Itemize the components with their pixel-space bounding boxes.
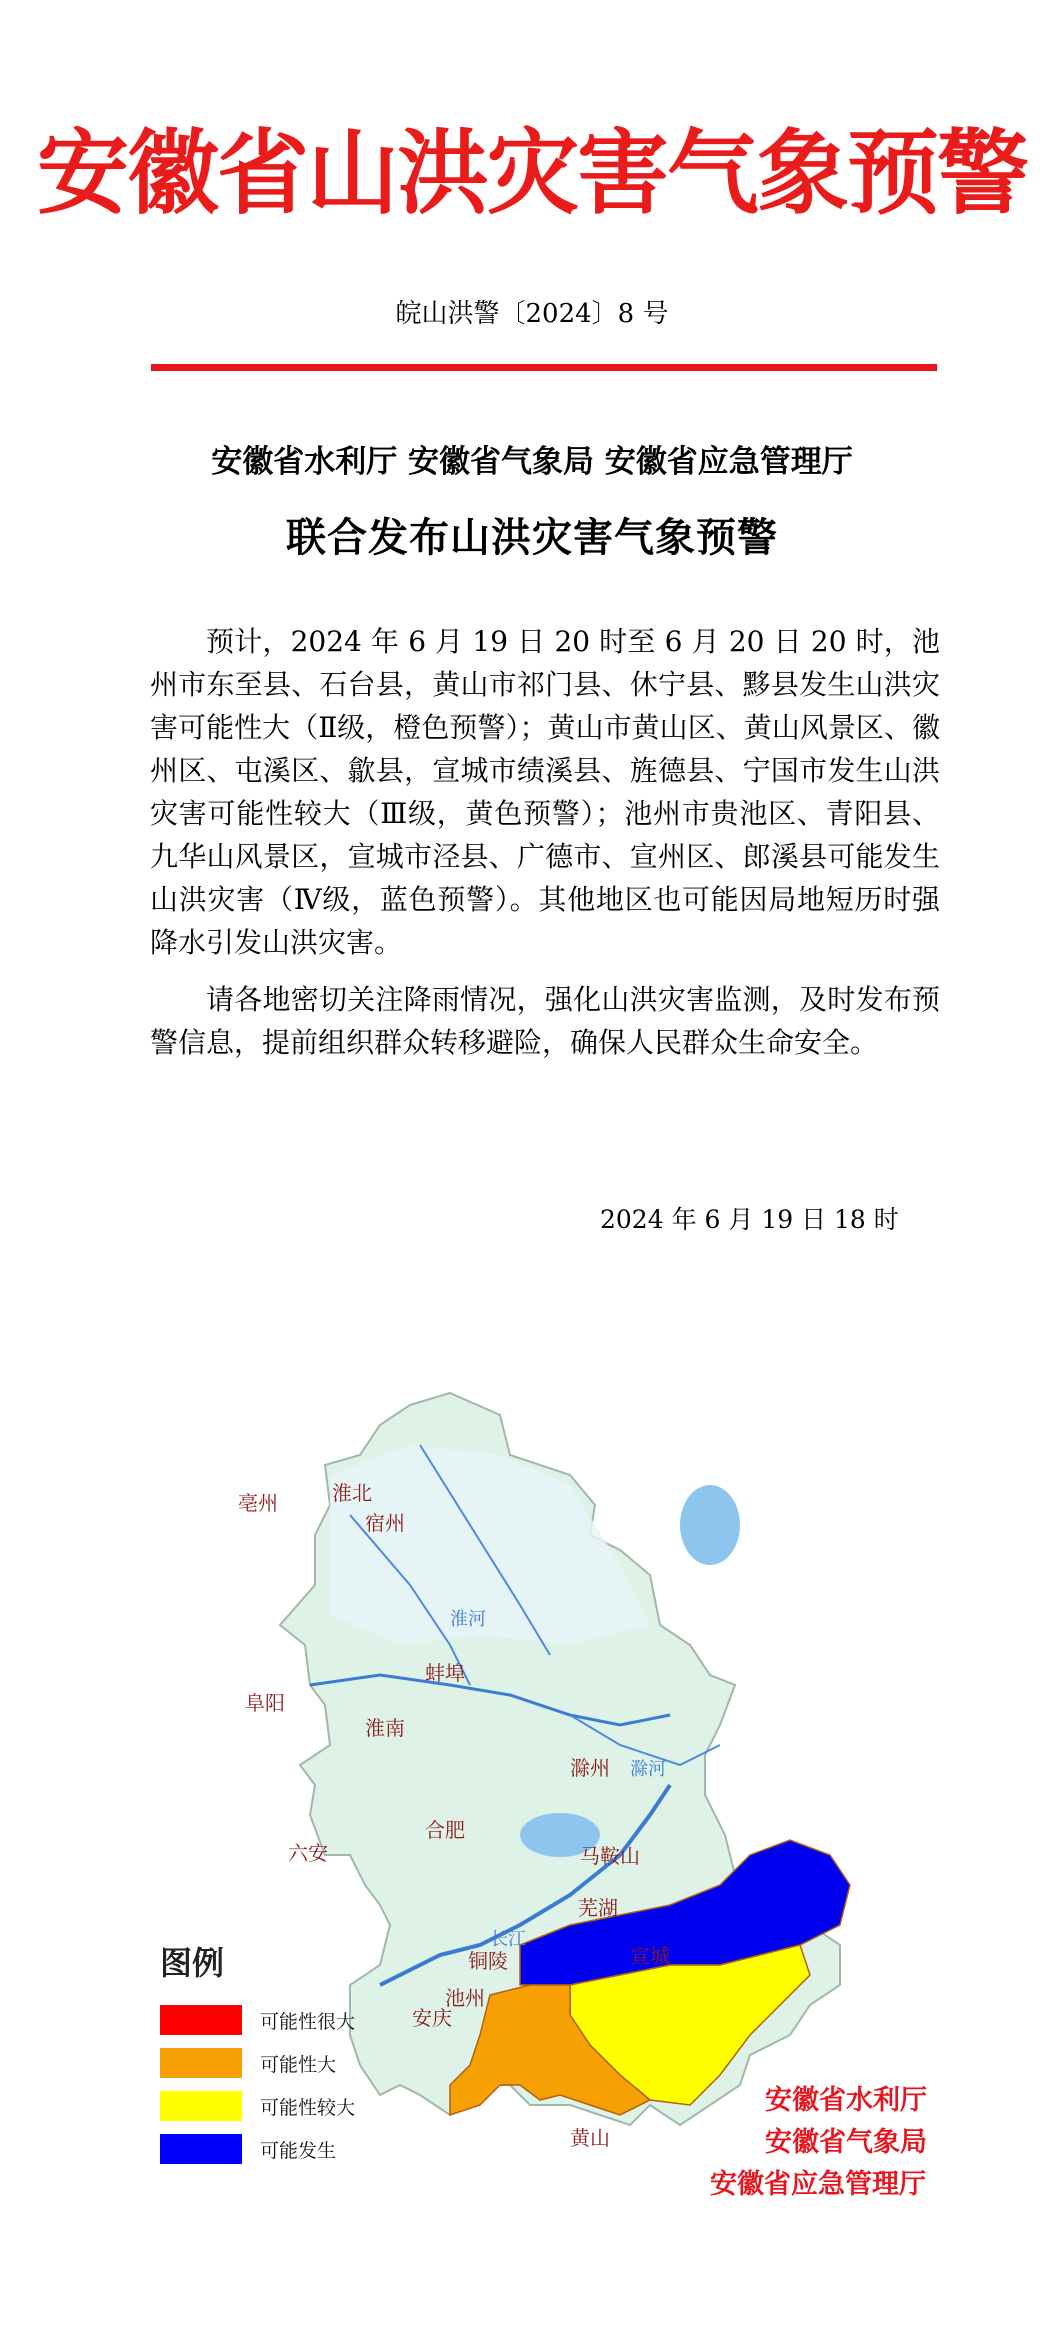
city-luan: 六安 (288, 1841, 328, 1865)
legend-swatch-orange (160, 2048, 242, 2078)
city-chizhou: 池州 (445, 1986, 485, 2010)
city-chuzhou: 滁州 (570, 1756, 610, 1780)
city-tongling: 铜陵 (468, 1949, 508, 1973)
river-label-chuhe: 滁河 (630, 1759, 666, 1780)
city-huaibei: 淮北 (332, 1481, 372, 1505)
city-bengbu: 蚌埠 (425, 1661, 465, 1685)
notice-subtitle: 联合发布山洪灾害气象预警 (286, 515, 778, 561)
legend-title: 图例 (160, 1944, 225, 1982)
city-fuyang: 阜阳 (245, 1691, 285, 1715)
legend-label: 可能性大 (260, 2054, 337, 2076)
city-xuancheng: 宣城 (630, 1944, 670, 1968)
city-suzhou: 宿州 (365, 1511, 405, 1535)
river-label-changjiang: 长江 (490, 1929, 526, 1950)
issuing-agencies: 安徽省水利厅 安徽省气象局 安徽省应急管理厅 (211, 444, 853, 480)
legend-label: 可能发生 (260, 2140, 337, 2162)
paragraph-forecast: 预计，2024 年 6 月 19 日 20 时至 6 月 20 日 20 时，池州市东至县、石台县，黄山市祁门县、休宁县、黟县发生山洪灾害可能性大（Ⅱ级，橙色预警）；黄山市黄山区、黄山风景区、徽州区、屯溪区、歙县，宣城市绩溪县、旌德县、宁国市发生山洪灾害可能性较大（Ⅲ级，黄色预警）；池州市贵池区、青阳县、九华山风景区，宣城市泾县、广德市、宣州区、郎溪县可能发生山洪灾害（Ⅳ级，蓝色预警）。其他地区也可能因局地短历时强降水引发山洪灾害。 (150, 625, 940, 959)
document-number: 皖山洪警〔2024〕8 号 (395, 299, 669, 329)
city-anqing: 安庆 (412, 2006, 452, 2030)
issue-date: 2024 年 6 月 19 日 18 时 (600, 1205, 899, 1234)
document-title: 安徽省山洪灾害气象预警 (36, 119, 1027, 227)
legend-swatch-blue (160, 2134, 242, 2164)
signature-meteorology: 安徽省气象局 (765, 2127, 927, 2158)
hongze-lake (680, 1485, 740, 1565)
river-label-huaihe: 淮河 (450, 1609, 486, 1630)
legend-swatch-red (160, 2005, 242, 2035)
legend-swatch-yellow (160, 2091, 242, 2121)
signature-water-resources: 安徽省水利厅 (765, 2085, 927, 2116)
city-wuhu: 芜湖 (578, 1896, 618, 1920)
legend-label: 可能性较大 (260, 2097, 356, 2119)
red-divider (151, 364, 937, 371)
signature-emergency-management: 安徽省应急管理厅 (710, 2169, 926, 2200)
paragraph-instructions: 请各地密切关注降雨情况，强化山洪灾害监测，及时发布预警信息，提前组织群众转移避险，确保人民群众生命安全。 (150, 983, 940, 1059)
city-bozhou: 亳州 (238, 1491, 278, 1515)
city-huainan: 淮南 (365, 1716, 405, 1740)
legend-label: 可能性很大 (260, 2011, 356, 2033)
notice-body (150, 620, 940, 1078)
city-hefei: 合肥 (425, 1818, 465, 1842)
north-region (330, 1445, 650, 1645)
city-huangshan: 黄山 (570, 2126, 610, 2150)
city-maanshan: 马鞍山 (580, 1844, 640, 1868)
